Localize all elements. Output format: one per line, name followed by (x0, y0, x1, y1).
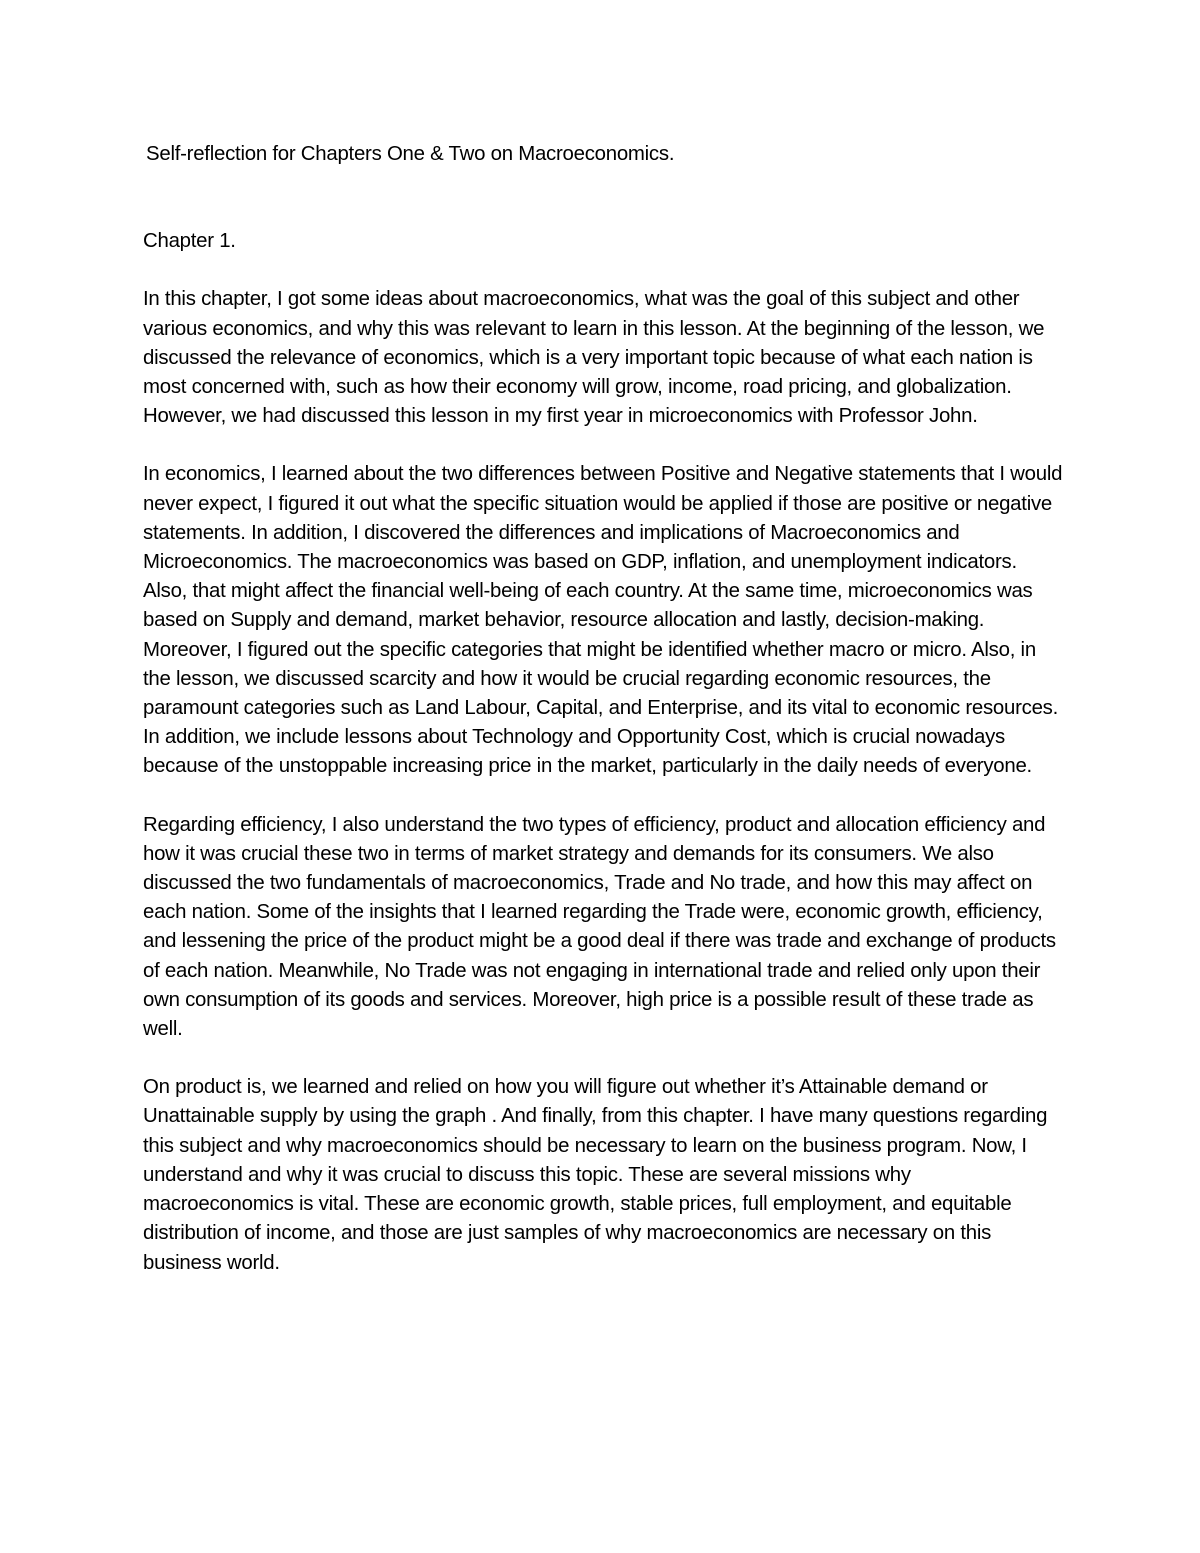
paragraph-1: In this chapter, I got some ideas about macroeconomics, what was the goal of this subject and other various economics, and why this was relevant to learn in this lesson. At the beginning of the lesson, we discussed the relevance of economics, which is a very important topic because of what each nation is most concerned with, such as how their economy will grow, income, road pricing, and globalization. However, we had discussed this lesson in my first year in microeconomics with Professor John. (143, 288, 1045, 428)
document-title: Self-reflection for Chapters One & Two on Macroeconomics. (146, 143, 675, 165)
paragraph-3: Regarding efficiency, I also understand the two types of efficiency, product and allocation efficiency and how it was crucial these two in terms of market strategy and demands for its consumers. We also discussed the two fundamentals of macroeconomics, Trade and No trade, and how this may affect on each nation. Some of the insights that I learned regarding the Trade were, economic growth, efficiency, and lessening the price of the product might be a good deal if there was trade and exchange of products of each nation. Meanwhile, No Trade was not engaging in international trade and relied only upon their own consumption of its goods and services. Moreover, high price is a possible result of these trade as well. (143, 813, 1056, 1041)
document-body (143, 140, 1063, 1307)
paragraph-4: On product is, we learned and relied on how you will figure out whether it’s Attainable demand or Unattainable supply by using the graph . And finally, from this chapter. I have many questions regarding this subject and why macroeconomics should be necessary to learn on the business program. Now, I understand and why it was crucial to discuss this topic. These are several missions why macroeconomics is vital. These are economic growth, stable prices, full employment, and equitable distribution of income, and those are just samples of why macroeconomics are necessary on this business world. (143, 1076, 1048, 1274)
chapter-heading: Chapter 1. (143, 230, 236, 253)
paragraph-2: In economics, I learned about the two differences between Positive and Negative statements that I would never expect, I figured it out what the specific situation would be applied if those are positive or negative statements. In addition, I discovered the differences and implications of Macroeconomics and Microeconomics. The macroeconomics was based on GDP, inflation, and unemployment indicators. Also, that might affect the financial well-being of each country. At the same time, microeconomics was based on Supply and demand, market behavior, resource allocation and lastly, decision-making. Moreover, I figured out the specific categories that might be identified whether macro or micro. Also, in the lesson, we discussed scarcity and how it would be crucial regarding economic resources, the paramount categories such as Land Labour, Capital, and Enterprise, and its vital to economic resources. In addition, we include lessons about Technology and Opportunity Cost, which is crucial nowadays because of the unstoppable increasing price in the market, particularly in the daily needs of everyone. (143, 463, 1063, 778)
